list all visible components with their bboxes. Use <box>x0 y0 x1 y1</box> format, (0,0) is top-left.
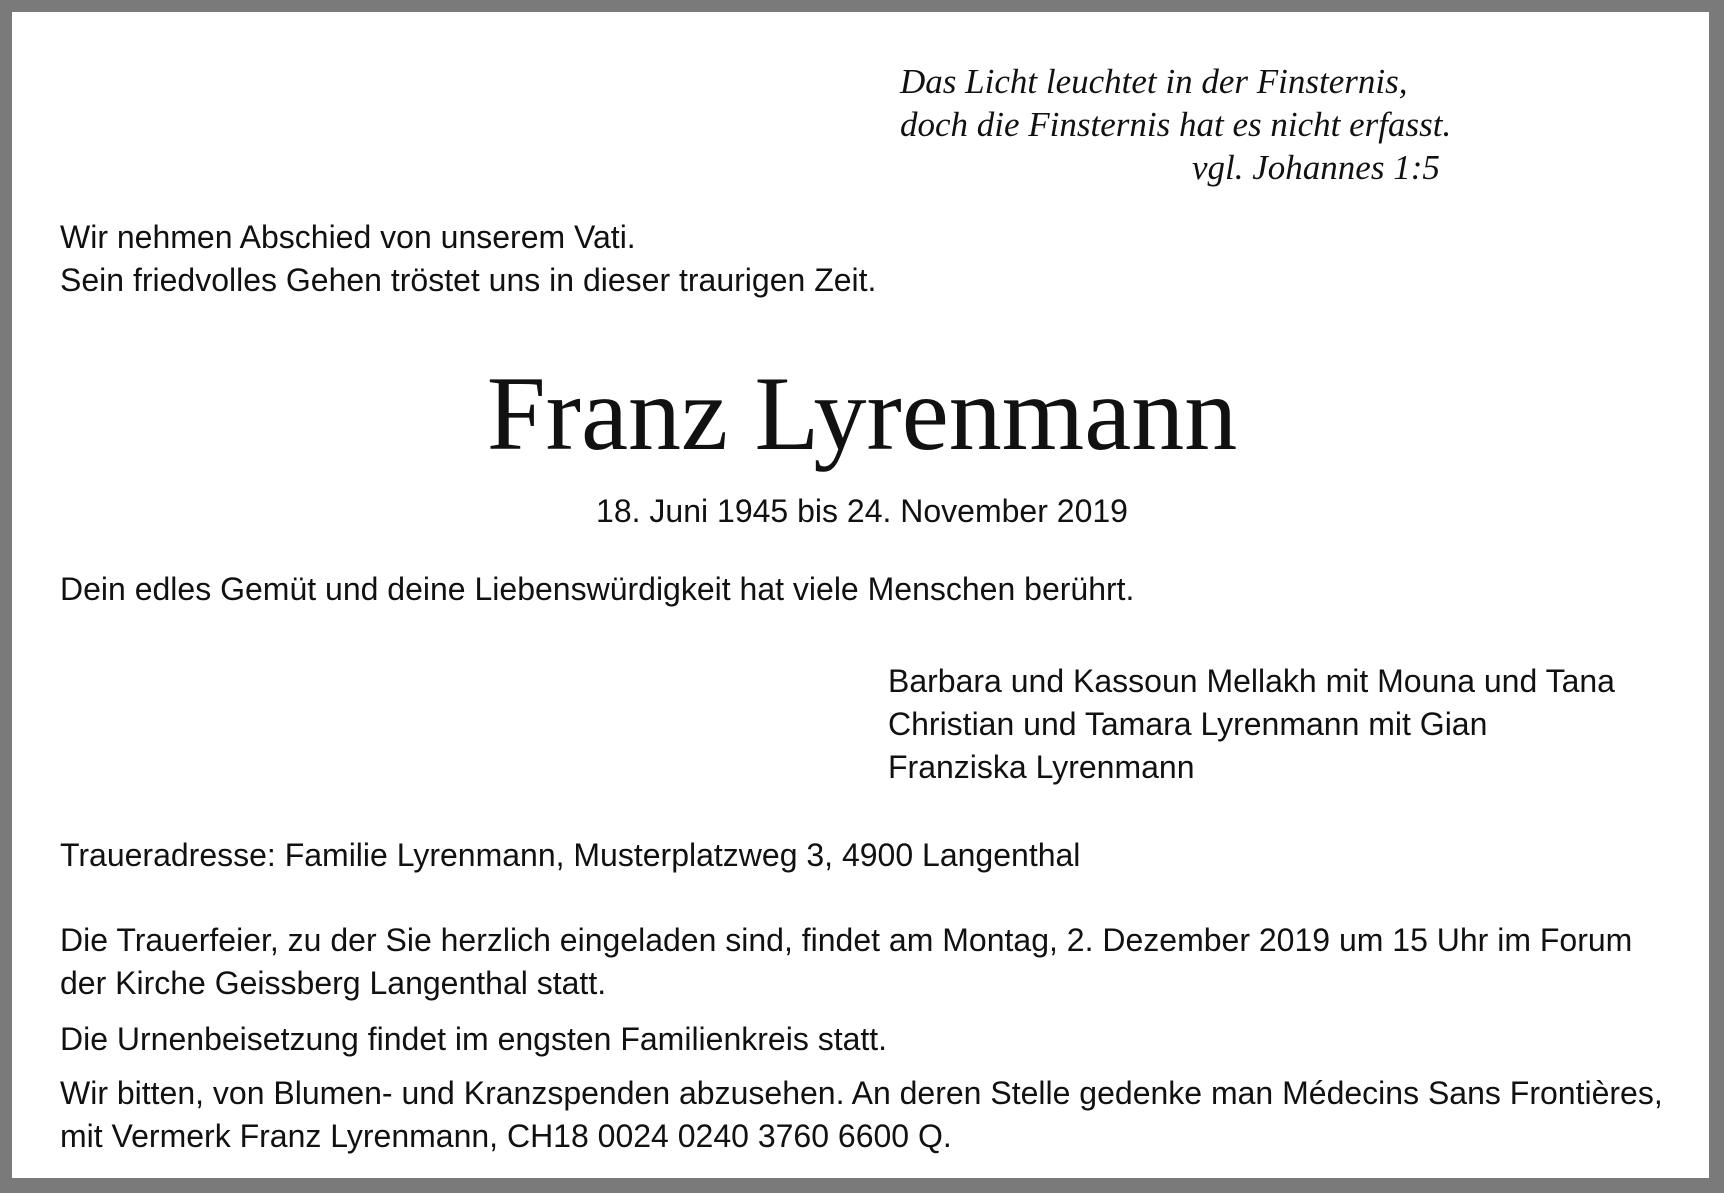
mourning-address: Traueradresse: Familie Lyrenmann, Musterplatzweg 3, 4900 Langenthal <box>60 837 1081 873</box>
ceremony-line-1: Die Trauerfeier, zu der Sie herzlich eingeladen sind, findet am Montag, 2. Dezember 2019 um 15 Uhr im Forum <box>60 922 1633 958</box>
mourner-entry: Barbara und Kassoun Mellakh mit Mouna und Tana <box>888 663 1615 699</box>
intro-line-2: Sein friedvolles Gehen tröstet uns in dieser traurigen Zeit. <box>60 262 877 298</box>
quote-line-1: Das Licht leuchtet in der Finsternis, <box>900 62 1408 101</box>
mourner-entry: Franziska Lyrenmann <box>888 749 1195 785</box>
tribute-text: Dein edles Gemüt und deine Liebenswürdigkeit hat viele Menschen berührt. <box>60 571 1135 607</box>
obituary-sheet <box>12 12 1709 1178</box>
donation-line-2: mit Vermerk Franz Lyrenmann, CH18 0024 0240 3760 6600 Q. <box>60 1118 952 1154</box>
life-dates: 18. Juni 1945 bis 24. November 2019 <box>596 493 1128 529</box>
bible-quote <box>900 60 1451 189</box>
deceased-name: Franz Lyrenmann <box>486 355 1238 472</box>
intro-line-1: Wir nehmen Abschied von unserem Vati. <box>60 219 636 255</box>
quote-line-2: doch die Finsternis hat es nicht erfasst. <box>900 105 1452 144</box>
mourners-list <box>888 660 1615 789</box>
burial-note: Die Urnenbeisetzung findet im engsten Familienkreis statt. <box>60 1021 888 1057</box>
ceremony-line-2: der Kirche Geissberg Langenthal statt. <box>60 965 607 1001</box>
quote-reference: vgl. Johannes 1:5 <box>1192 148 1440 187</box>
mourner-entry: Christian und Tamara Lyrenmann mit Gian <box>888 706 1488 742</box>
donation-line-1: Wir bitten, von Blumen- und Kranzspenden abzusehen. An deren Stelle gedenke man Médecins Sans Frontières, <box>60 1075 1663 1111</box>
